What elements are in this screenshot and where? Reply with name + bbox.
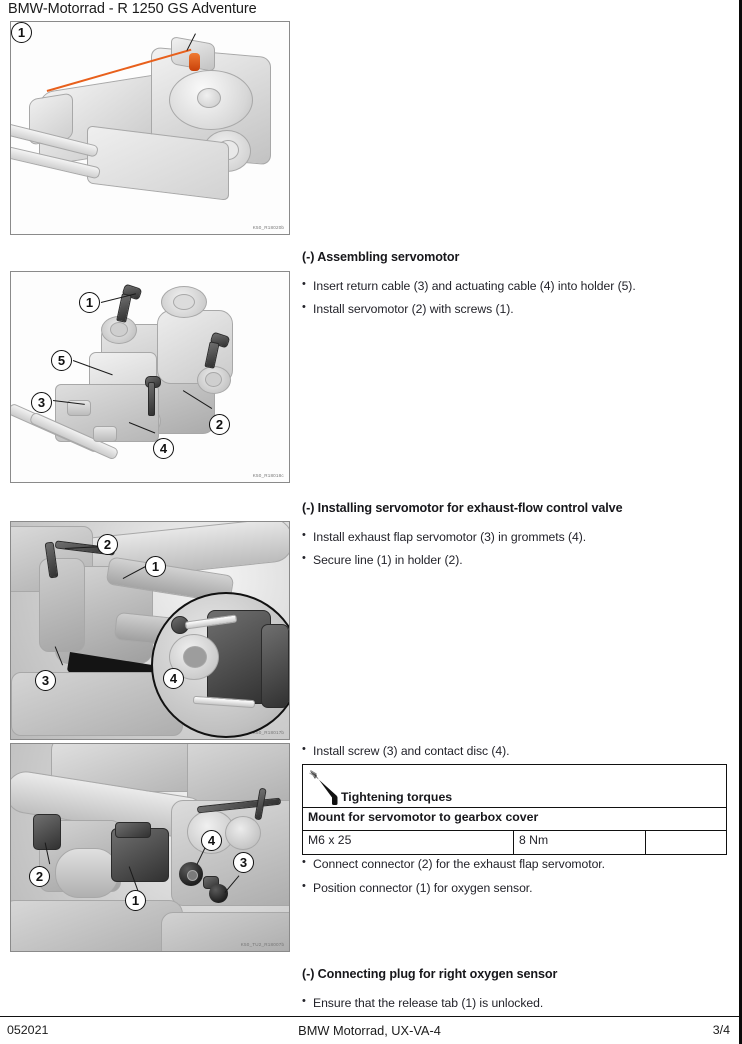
figure-3-callout-3: 3 (35, 670, 56, 691)
figure-4-callout-1: 1 (125, 890, 146, 911)
figure-3-callout-4: 4 (163, 668, 184, 689)
torque-note-cell (646, 831, 726, 854)
bullet-text: Install servomotor (2) with screws (1). (313, 302, 514, 316)
bullet-install-exhaust-flap-servomotor (302, 530, 586, 544)
figure-3-code: K50_R18017b (252, 730, 284, 736)
bullet-insert-return-cable (302, 279, 636, 293)
tightening-torques-table (302, 764, 727, 855)
torque-table-subtitle-row (303, 808, 726, 831)
torque-fastener-cell: M6 x 25 (303, 831, 514, 854)
torque-table-row (303, 831, 726, 854)
bullet-text: Install screw (3) and contact disc (4). (313, 744, 510, 758)
page-footer (0, 1016, 739, 1044)
section-heading-installing-servomotor-exhaust-flow: (-) Installing servomotor for exhaust-flow control valve (302, 501, 623, 515)
bullet-ensure-release-tab-unlocked (302, 996, 543, 1010)
bullet-install-servomotor-screws (302, 302, 514, 316)
figure-2-callout-1: 1 (79, 292, 100, 313)
bullet-install-screw-contact-disc (302, 744, 510, 758)
bullet-text: Ensure that the release tab (1) is unlocked. (313, 996, 544, 1010)
figure-2-callout-5: 5 (51, 350, 72, 371)
bullet-connect-connector-servomotor (302, 857, 605, 871)
figure-3-callout-2: 2 (97, 534, 118, 555)
figure-1-illustration (11, 22, 289, 234)
figure-panel-servomotor-assembly (10, 271, 290, 483)
figure-1-callout-1: 1 (11, 22, 32, 43)
figure-4-illustration (11, 744, 289, 951)
bullet-position-connector-oxygen-sensor (302, 881, 532, 895)
figure-4-code: K50_TU2_R18007b (240, 942, 284, 948)
footer-publication: BMW Motorrad, UX-VA-4 (298, 1023, 441, 1038)
torque-value-cell: 8 Nm (514, 831, 646, 854)
bullet-text: Install exhaust flap servomotor (3) in grommets (4). (313, 530, 587, 544)
figure-4-callout-2: 2 (29, 866, 50, 887)
torque-table-title: Tightening torques (341, 790, 453, 804)
torque-table-title-row (303, 765, 726, 808)
page-title: BMW-Motorrad - R 1250 GS Adventure (8, 1, 257, 17)
figure-2-callout-2: 2 (209, 414, 230, 435)
footer-page-number: 3/4 (712, 1023, 730, 1037)
figure-2-callout-4: 4 (153, 438, 174, 459)
bullet-text: Connect connector (2) for the exhaust flap servomotor. (313, 857, 605, 871)
torque-table-subtitle: Mount for servomotor to gearbox cover (308, 810, 539, 824)
bullet-text: Position connector (1) for oxygen sensor. (313, 881, 533, 895)
bullet-secure-line-holder (302, 553, 463, 567)
figure-panel-servomotor-cable (10, 21, 290, 235)
figure-panel-exhaust-flap-servomotor (10, 521, 290, 740)
figure-panel-connector-contact-disc (10, 743, 290, 952)
section-heading-assembling-servomotor: (-) Assembling servomotor (302, 250, 460, 264)
bullet-text: Insert return cable (3) and actuating cable (4) into holder (5). (313, 279, 636, 293)
figure-3-callout-1: 1 (145, 556, 166, 577)
bullet-text: Secure line (1) in holder (2). (313, 553, 463, 567)
figure-4-callout-4: 4 (201, 830, 222, 851)
footer-date-code: 052021 (7, 1023, 49, 1037)
figure-2-illustration (11, 272, 289, 482)
figure-2-code: K50_R18018c (252, 473, 284, 479)
figure-1-code: K50_R18020b (252, 225, 284, 231)
figure-4-callout-3: 3 (233, 852, 254, 873)
figure-2-callout-3: 3 (31, 392, 52, 413)
section-heading-connecting-plug-oxygen-sensor: (-) Connecting plug for right oxygen sensor (302, 967, 558, 981)
figure-3-illustration (11, 522, 289, 739)
